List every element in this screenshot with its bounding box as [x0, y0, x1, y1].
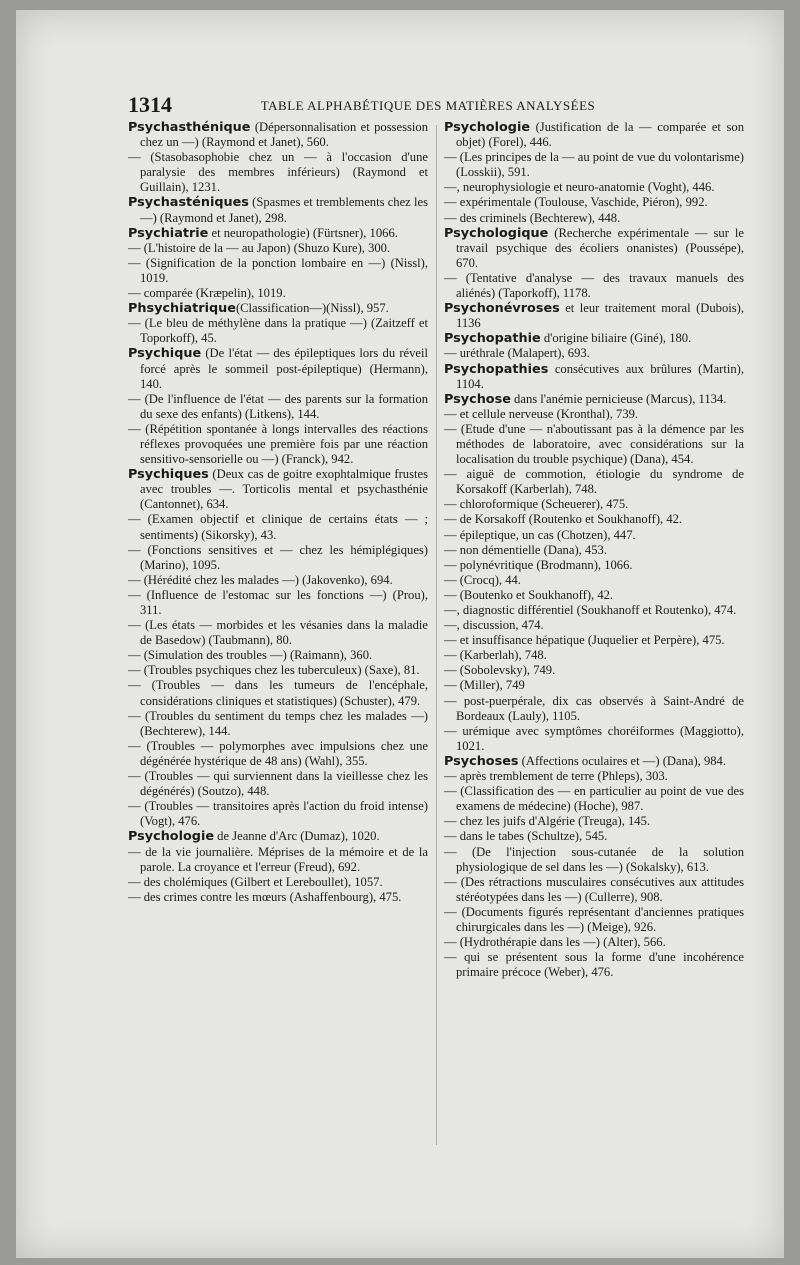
- entry-headword: Psychasthénique: [128, 120, 251, 135]
- entry-headword: Psychologique: [444, 225, 549, 241]
- index-entry: [444, 784, 744, 814]
- entry-text: — (Signification de la ponction lombaire en —) (Nissl), 1019.: [128, 255, 428, 285]
- entry-text: — qui se présentent sous la forme d'une incohérence primaire précoce (Weber), 476.: [444, 950, 744, 980]
- entry-text: —, diagnostic différentiel (Soukhanoff et Routenko), 474.: [444, 603, 737, 617]
- entry-text: (De l'état — des épileptiques lors du réveil forcé après le sommeil post-épileptique) (Hermann), 140.: [140, 346, 428, 391]
- entry-text: — (Classification des — en particulier au point de vue des examens de médecine) (Hoche), 987.: [444, 784, 744, 814]
- index-entry: [444, 301, 744, 331]
- index-entry: [444, 150, 744, 180]
- entry-text: — (Répétition spontanée à longs intervalles des réactions réflexes provoquées une première fois par une réaction sensitivo-sensorielle ou —) (Franck), 942.: [128, 421, 428, 467]
- index-entry: [444, 845, 744, 875]
- entry-text: — des criminels (Bechterew), 448.: [444, 210, 621, 225]
- right-index-column: [444, 120, 744, 980]
- entry-text: — (Des rétractions musculaires consécutives aux attitudes stéréotypées dans les —) (Cullerre), 908.: [444, 874, 744, 904]
- entry-text: — expérimentale (Toulouse, Vaschide, Piéron), 992.: [444, 195, 708, 210]
- entry-text: — (Sobolevsky), 749.: [444, 663, 556, 678]
- entry-text: de Jeanne d'Arc (Dumaz), 1020.: [214, 829, 380, 844]
- index-entry: [128, 467, 428, 512]
- index-entry: [128, 588, 428, 618]
- entry-text: — (Etude d'une — n'aboutissant pas à la démence par les méthodes de laboratoire, avec considérations sur la localisation du trouble psychique) (Dana), 454.: [444, 421, 744, 467]
- entry-headword: Psychopathies: [444, 361, 549, 377]
- index-entry: [128, 195, 428, 225]
- index-entry: [444, 829, 744, 844]
- index-entry: [444, 588, 744, 603]
- entry-text: d'origine biliaire (Giné), 180.: [540, 331, 692, 346]
- index-entry: [444, 573, 744, 588]
- index-entry: [128, 543, 428, 573]
- entry-text: — (Troubles — polymorphes avec impulsions chez une dégénérée hystérique de 48 ans) (Wahl), 355.: [128, 738, 428, 768]
- index-entry: [444, 694, 744, 724]
- entry-headword: Psychiatrie: [128, 225, 209, 241]
- index-entry: [444, 678, 744, 693]
- entry-text: et leur traitement moral (Dubois), 1136: [456, 301, 744, 331]
- index-entry: [444, 905, 744, 935]
- index-entry: [444, 407, 744, 422]
- index-entry: [444, 769, 744, 784]
- entry-text: — (Boutenko et Soukhanoff), 42.: [444, 587, 614, 602]
- index-entry: [128, 829, 428, 844]
- index-entry: [444, 497, 744, 512]
- entry-text: — (Documents figurés représentant d'anciennes pratiques chirurgicales dans les —) (Meige), 926.: [444, 904, 744, 934]
- index-entry: [444, 180, 744, 195]
- page-number: 1314: [128, 92, 172, 117]
- entry-text: — aiguë de commotion, étiologie du syndrome de Korsakoff (Karberlah), 748.: [444, 467, 744, 497]
- index-entry: [444, 392, 744, 407]
- entry-text: — non démentielle (Dana), 453.: [444, 542, 607, 557]
- entry-text: — urémique avec symptômes choréiformes (Maggiotto), 1021.: [444, 723, 744, 753]
- entry-headword: Psychopathie: [444, 331, 541, 347]
- entry-headword: Phsychiatrique: [128, 301, 236, 317]
- index-entry: [128, 875, 428, 890]
- index-entry: [444, 120, 744, 150]
- entry-text: — (L'histoire de la — au Japon) (Shuzo Kure), 300.: [128, 240, 391, 255]
- index-entry: [444, 422, 744, 467]
- index-entry: [444, 603, 744, 618]
- entry-text: — (Hérédité chez les malades —) (Jakovenko), 694.: [128, 572, 393, 587]
- entry-headword: Psychique: [128, 346, 202, 362]
- entry-text: — (Karberlah), 748.: [444, 648, 547, 663]
- entry-text: (Deux cas de goitre exophtalmique frustes avec troubles —. Torticolis mental et psychasthénie (Cantonnet), 634.: [140, 467, 428, 512]
- index-entry: [128, 648, 428, 663]
- index-entry: [444, 663, 744, 678]
- entry-text: — (Hydrothérapie dans les —) (Alter), 566.: [444, 935, 666, 950]
- entry-text: — post-puerpérale, dix cas observés à Saint-André de Bordeaux (Lauly), 1105.: [444, 693, 744, 723]
- entry-text: —, discussion, 474.: [444, 618, 544, 633]
- entry-text: (Justification de la — comparée et son objet) (Forel), 446.: [456, 120, 744, 150]
- index-entry: [128, 709, 428, 739]
- index-entry: [444, 648, 744, 663]
- entry-text: — (Fonctions sensitives et — chez les hémiplégiques) (Marino), 1095.: [128, 542, 428, 572]
- index-entry: [444, 346, 744, 361]
- page-header: [128, 92, 688, 120]
- entry-text: — chez les juifs d'Algérie (Treuga), 145.: [444, 814, 651, 829]
- index-entry: [444, 362, 744, 392]
- entry-text: — des crimes contre les mœurs (Ashaffenbourg), 475.: [128, 889, 402, 904]
- index-entry: [128, 799, 428, 829]
- index-entry: [444, 211, 744, 226]
- entry-text: — (Influence de l'estomac sur les fonctions —) (Prou), 311.: [128, 587, 428, 617]
- index-entry: [128, 769, 428, 799]
- index-entry: [444, 528, 744, 543]
- entry-text: — chloroformique (Scheuerer), 475.: [444, 497, 629, 512]
- entry-text: (Spasmes et tremblements chez les —) (Raymond et Janet), 298.: [140, 195, 428, 225]
- entry-headword: Psychoses: [444, 753, 519, 769]
- index-entry: [128, 573, 428, 588]
- entry-text: — (Troubles psychiques chez les tuberculeux) (Saxe), 81.: [128, 663, 420, 678]
- index-entry: [128, 316, 428, 346]
- entry-text: — (Miller), 749: [444, 678, 525, 693]
- entry-text: — de Korsakoff (Routenko et Soukhanoff), 42.: [444, 512, 683, 527]
- entry-text: — (Les états — morbides et les vésanies dans la maladie de Basedow) (Taubmann), 80.: [128, 618, 428, 648]
- entry-headword: Psychose: [444, 391, 511, 407]
- index-entry: [444, 754, 744, 769]
- entry-text: — (Crocq), 44.: [444, 572, 521, 587]
- index-entry: [128, 150, 428, 195]
- entry-text: — (Les principes de la — au point de vue du volontarisme) (Losskii), 591.: [444, 150, 744, 180]
- entry-text: (Affections oculaires et —) (Dana), 984.: [518, 753, 727, 768]
- index-entry: [128, 739, 428, 769]
- entry-text: — (Troubles du sentiment du temps chez les malades —) (Bechterew), 144.: [128, 708, 428, 738]
- index-entry: [128, 392, 428, 422]
- entry-text: — dans le tabes (Schultze), 545.: [444, 829, 608, 844]
- index-entry: [128, 256, 428, 286]
- index-entry: [128, 663, 428, 678]
- entry-text: (Classification—)(Nissl), 957.: [235, 301, 389, 316]
- entry-text: — (Simulation des troubles —) (Raimann), 360.: [128, 648, 373, 663]
- index-entry: [128, 346, 428, 391]
- index-entry: [128, 226, 428, 241]
- entry-headword: Psychologie: [444, 120, 531, 135]
- entry-text: — polynévritique (Brodmann), 1066.: [444, 557, 633, 572]
- index-entry: [444, 814, 744, 829]
- entry-text: — (Stasobasophobie chez un — à l'occasion d'une paralysie des membres inférieurs) (Raymond et Guillain), 1231.: [128, 150, 428, 195]
- column-divider: [436, 125, 437, 1145]
- entry-headword: Psychonévroses: [444, 301, 560, 317]
- entry-headword: Psychasténiques: [128, 195, 249, 211]
- entry-text: — (Troubles — qui surviennent dans la vieillesse chez les dégénérés) (Soutzo), 448.: [128, 769, 428, 799]
- index-entry: [128, 678, 428, 708]
- entry-text: — (Troubles — dans les tumeurs de l'encéphale, considérations cliniques et statistiques) (Schuster), 479.: [128, 678, 428, 708]
- left-index-column: [128, 120, 428, 905]
- index-entry: [128, 845, 428, 875]
- entry-text: — (Examen objectif et clinique de certains états — ; sentiments) (Sikorsky), 43.: [128, 512, 428, 542]
- index-entry: [128, 890, 428, 905]
- index-entry: [444, 331, 744, 346]
- index-entry: [444, 226, 744, 271]
- entry-text: — et cellule nerveuse (Kronthal), 739.: [444, 406, 639, 421]
- entry-text: (Recherche expérimentale — sur le travail psychique des écoliers onanistes) (Poussépe), 670.: [456, 225, 744, 270]
- index-entry: [444, 512, 744, 527]
- entry-text: — de la vie journalière. Méprises de la mémoire et de la parole. La croyance et l'erreur (Freud), 692.: [128, 844, 428, 874]
- index-entry: [444, 271, 744, 301]
- entry-text: dans l'anémie pernicieuse (Marcus), 1134.: [510, 391, 727, 406]
- entry-text: — des cholémiques (Gilbert et Lereboullet), 1057.: [128, 874, 383, 889]
- index-entry: [444, 875, 744, 905]
- index-entry: [444, 724, 744, 754]
- entry-text: et neuropathologie) (Fürtsner), 1066.: [208, 225, 398, 240]
- entry-headword: Psychiques: [128, 467, 209, 483]
- entry-text: — (Le bleu de méthylène dans la pratique —) (Zaitzeff et Toporkoff), 45.: [128, 316, 428, 346]
- index-entry: [128, 120, 428, 150]
- index-entry: [444, 935, 744, 950]
- entry-headword: Psychologie: [128, 829, 215, 845]
- entry-text: — et insuffisance hépatique (Juquelier et Perpère), 475.: [444, 633, 725, 648]
- index-entry: [444, 195, 744, 210]
- entry-text: — uréthrale (Malapert), 693.: [444, 346, 590, 361]
- index-entry: [444, 467, 744, 497]
- index-entry: [128, 286, 428, 301]
- entry-text: — comparée (Kræpelin), 1019.: [128, 286, 286, 301]
- running-title: TABLE ALPHABÉTIQUE DES MATIÈRES ANALYSÉES: [260, 98, 596, 113]
- entry-text: (Dépersonnalisation et possession chez un —) (Raymond et Janet), 560.: [140, 120, 428, 150]
- entry-text: —, neurophysiologie et neuro-anatomie (Voght), 446.: [444, 180, 715, 195]
- entry-text: consécutives aux brûlures (Martin), 1104.: [456, 361, 744, 391]
- index-entry: [444, 558, 744, 573]
- index-entry: [444, 618, 744, 633]
- index-entry: [444, 633, 744, 648]
- index-entry: [444, 950, 744, 980]
- index-entry: [128, 422, 428, 467]
- index-entry: [128, 301, 428, 316]
- entry-text: — après tremblement de terre (Phleps), 303.: [444, 769, 668, 784]
- entry-text: — (Troubles — transitoires après l'action du froid intense) (Vogt), 476.: [128, 799, 428, 829]
- entry-text: — épileptique, un cas (Chotzen), 447.: [444, 527, 636, 542]
- entry-text: — (De l'injection sous-cutanée de la solution physiologique de sel dans les —) (Sokalsky), 613.: [444, 844, 744, 874]
- entry-text: — (De l'influence de l'état — des parents sur la formation du sexe des enfants) (Litkens), 144.: [128, 391, 428, 421]
- index-entry: [128, 618, 428, 648]
- entry-text: — (Tentative d'analyse — des travaux manuels des aliénés) (Taporkoff), 1178.: [444, 270, 744, 301]
- index-entry: [444, 543, 744, 558]
- index-entry: [128, 512, 428, 542]
- index-entry: [128, 241, 428, 256]
